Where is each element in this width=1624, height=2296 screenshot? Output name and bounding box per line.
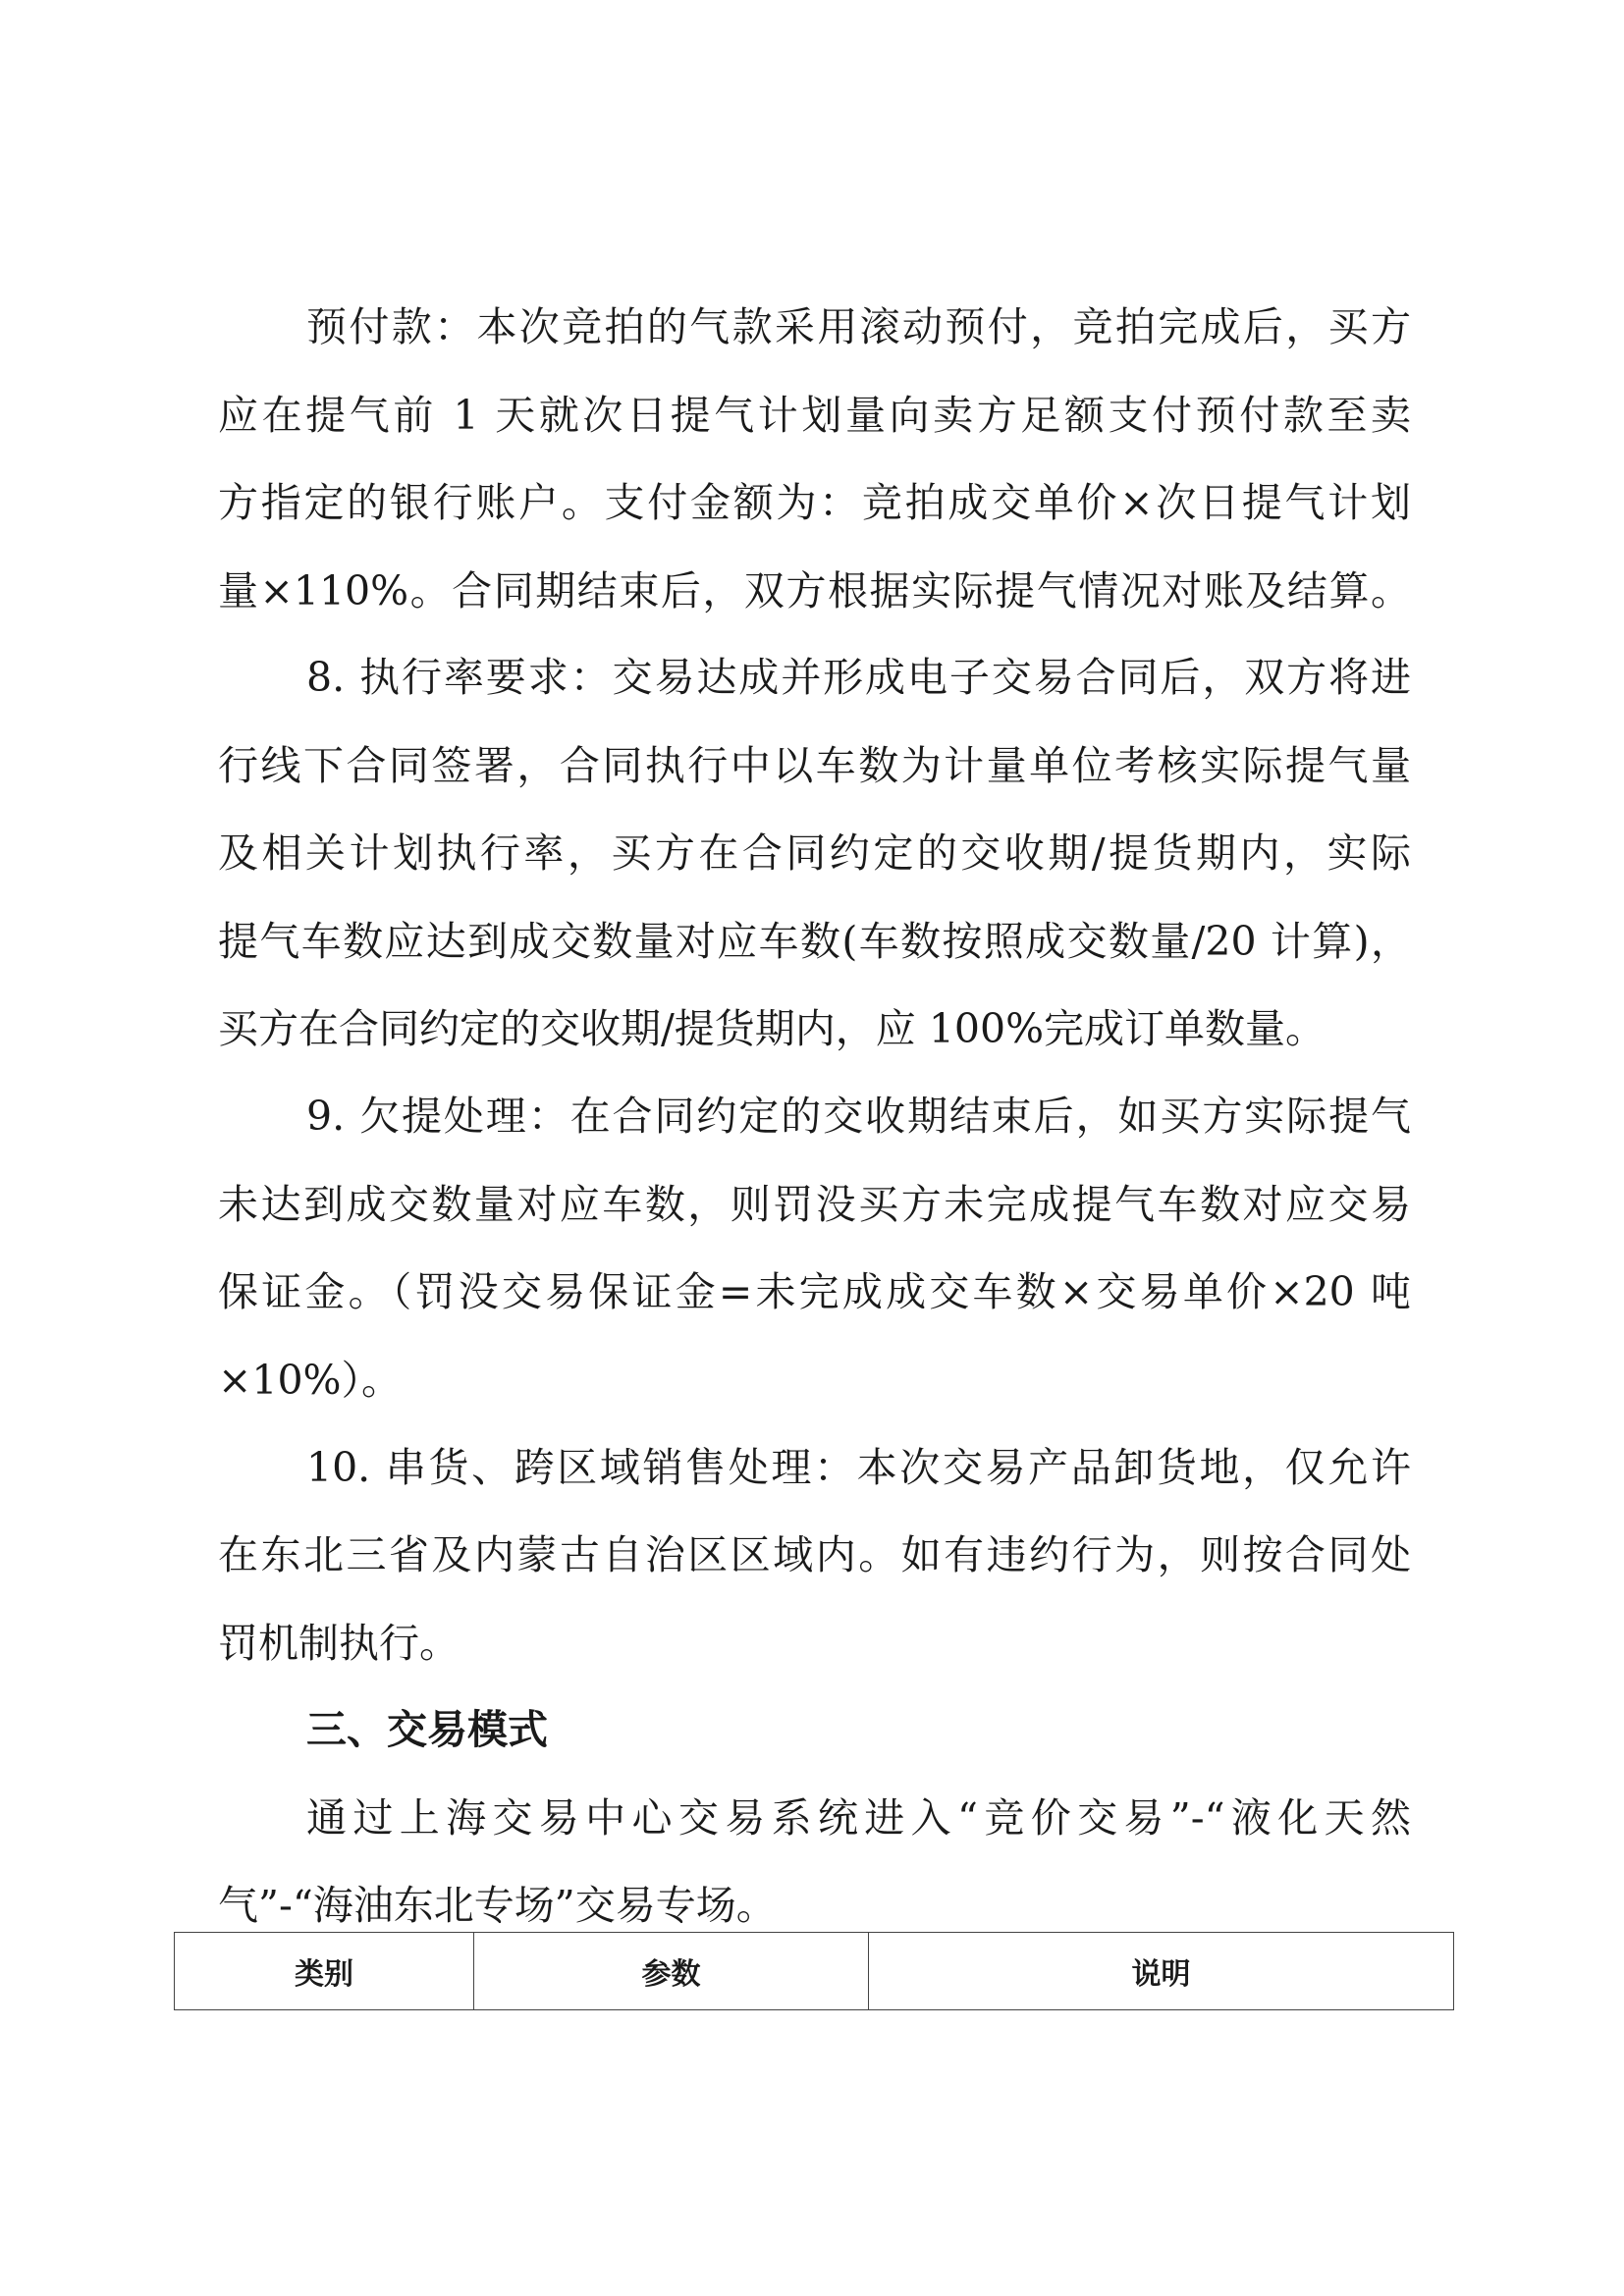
paragraph-section3-line-1: 通过上海交易中心交易系统进入“竞价交易”-“液化天然: [306, 1794, 1411, 1842]
table-header-row: [175, 1933, 1454, 2010]
paragraph-prepayment-line-4: 量×110%。合同期结束后，双方根据实际提气情况对账及结算。: [218, 567, 1411, 614]
paragraph-item9-line-1: 9. 欠提处理：在合同约定的交收期结束后，如买方实际提气: [306, 1093, 1411, 1140]
paragraph-item8-line-2: 行线下合同签署，合同执行中以车数为计量单位考核实际提气量: [218, 742, 1411, 789]
paragraph-item9-line-3: 保证金。（罚没交易保证金=未完成成交车数×交易单价×20 吨: [218, 1268, 1411, 1315]
paragraph-prepayment-line-1: 预付款：本次竞拍的气款采用滚动预付，竞拍完成后，买方: [306, 303, 1411, 350]
parameters-table: [174, 1932, 1454, 2010]
paragraph-section3-line-2: 气”-“海油东北专场”交易专场。: [218, 1882, 777, 1929]
paragraph-item10-line-3: 罚机制执行。: [218, 1620, 460, 1667]
paragraph-item8-line-5: 买方在合同约定的交收期/提货期内，应 100%完成订单数量。: [218, 1005, 1326, 1052]
paragraph-item9-line-4: ×10%）。: [218, 1357, 402, 1404]
paragraph-item9-line-2: 未达到成交数量对应车数，则罚没买方未完成提气车数对应交易: [218, 1181, 1411, 1228]
table-header-description: 说明: [869, 1933, 1454, 2010]
section-heading: 三、交易模式: [306, 1706, 548, 1753]
table-header-category: 类别: [175, 1933, 474, 2010]
paragraph-prepayment-line-2: 应在提气前 1 天就次日提气计划量向卖方足额支付预付款至卖: [218, 392, 1411, 439]
paragraph-item10-line-2: 在东北三省及内蒙古自治区区域内。如有违约行为，则按合同处: [218, 1531, 1411, 1578]
paragraph-item8-line-1: 8. 执行率要求：交易达成并形成电子交易合同后，双方将进: [306, 654, 1411, 701]
table-header-parameter: 参数: [474, 1933, 869, 2010]
paragraph-item10-line-1: 10. 串货、跨区域销售处理：本次交易产品卸货地，仅允许: [306, 1444, 1411, 1491]
paragraph-prepayment-line-3: 方指定的银行账户。支付金额为：竞拍成交单价×次日提气计划: [218, 479, 1411, 526]
paragraph-item8-line-4: 提气车数应达到成交数量对应车数(车数按照成交数量/20 计算)，: [218, 918, 1411, 965]
paragraph-item8-line-3: 及相关计划执行率，买方在合同约定的交收期/提货期内，实际: [218, 829, 1411, 877]
